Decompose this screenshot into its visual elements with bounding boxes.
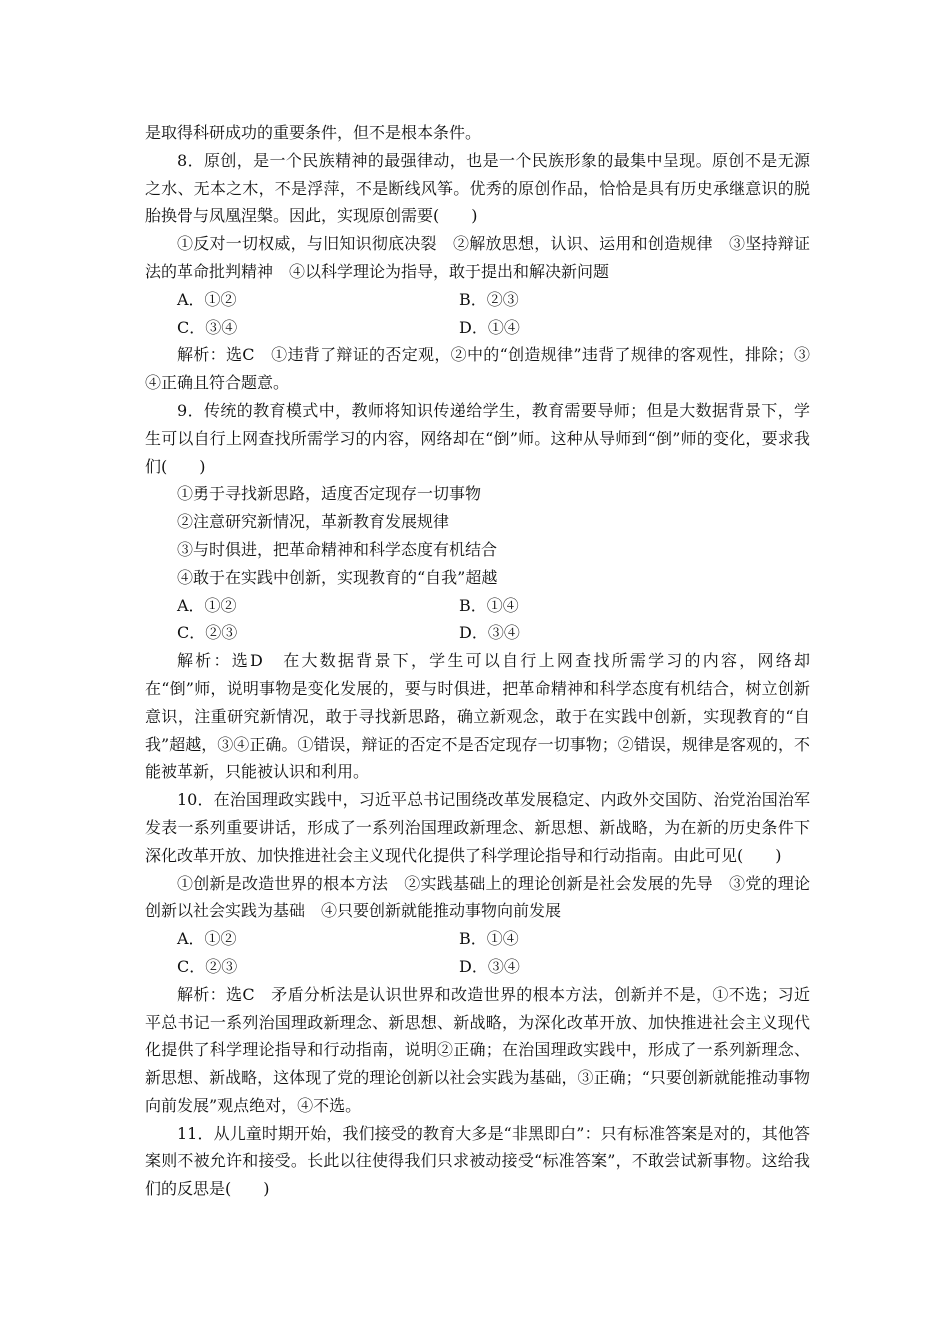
question-9-statement-2: ②注意研究新情况，革新教育发展规律 [177, 512, 450, 532]
question-10-option-b: B．①④ [459, 929, 519, 949]
question-9-option-a: A．①② [177, 595, 237, 615]
intro-line: 是取得科研成功的重要条件，但不是根本条件。 [145, 123, 482, 142]
question-9-option-d: D．③④ [459, 623, 520, 643]
question-10-option-c: C．②③ [177, 956, 238, 976]
question-10-option-d: D．③④ [459, 956, 520, 976]
question-8-options-row-2 [145, 314, 810, 342]
question-8-option-d: D．①④ [459, 317, 520, 337]
question-8-option-a: A．①② [177, 289, 237, 309]
document-body [145, 119, 810, 1203]
question-10-options-row-1 [145, 925, 810, 953]
question-8-options-row-1 [145, 286, 810, 314]
question-10-option-a: A．①② [177, 929, 237, 949]
question-9-stem: 9．传统的教育模式中，教师将知识传递给学生，教育需要导师；但是大数据背景下，学生可以自行上网查找所需学习的内容，网络却在“倒”师。这种从导师到“倒”师的变化，要求我们( ) [145, 400, 810, 476]
question-8-statements: ①反对一切权威，与旧知识彻底决裂 ②解放思想，认识、运用和创造规律 ③坚持辩证法的革命批判精神 ④以科学理论为指导，敢于提出和解决新问题 [145, 234, 810, 281]
question-9-statement-3: ③与时俱进，把革命精神和科学态度有机结合 [177, 539, 498, 559]
question-11-stem: 11．从儿童时期开始，我们接受的教育大多是“非黑即白”：只有标准答案是对的，其他答案则不被允许和接受。长此以往使得我们只求被动接受“标准答案”，不敢尝试新事物。这给我们的反思是( ) [145, 1123, 810, 1199]
question-8-analysis: 解析：选C ①违背了辩证的否定观，②中的“创造规律”违背了规律的客观性，排除；③④正确且符合题意。 [145, 345, 810, 393]
question-9-statement-4: ④敢于在实践中创新，实现教育的“自我”超越 [177, 567, 498, 587]
question-10-stem: 10．在治国理政实践中，习近平总书记围绕改革发展稳定、内政外交国防、治党治国治军发表一系列重要讲话，形成了一系列治国理政新理念、新思想、新战略，为在新的历史条件下深化改革开放、加快推进社会主义现代化提供了科学理论指导和行动指南。由此可见( ) [145, 790, 810, 865]
question-8-option-b: B．②③ [459, 289, 519, 309]
question-9-statement-1: ①勇于寻找新思路，适度否定现存一切事物 [177, 484, 482, 504]
question-9-options-row-2 [145, 619, 810, 647]
question-10-analysis: 解析：选C 矛盾分析法是认识世界和改造世界的根本方法，创新并不是，①不选；习近平总书记一系列治国理政新理念、新思想、新战略，为深化改革开放、加快推进社会主义现代化提供了科学理论指导和行动指南，说明②正确；在治国理政实践中，形成了一系列新理念、新思想、新战略，这体现了党的理论创新以社会实践为基础，③正确；“只要创新就能推动事物向前发展”观点绝对，④不选。 [145, 984, 810, 1115]
question-9-option-b: B．①④ [459, 595, 519, 615]
question-10-statements: ①创新是改造世界的根本方法 ②实践基础上的理论创新是社会发展的先导 ③党的理论创新以社会实践为基础 ④只要创新就能推动事物向前发展 [145, 873, 810, 921]
question-9-options-row-1 [145, 592, 810, 620]
question-8-stem: 8．原创，是一个民族精神的最强律动，也是一个民族形象的最集中呈现。原创不是无源之水、无本之木，不是浮萍，不是断线风筝。优秀的原创作品，恰恰是具有历史承继意识的脱胎换骨与凤凰涅槃。因此，实现原创需要( ) [145, 150, 810, 226]
question-8-option-c: C．③④ [177, 317, 238, 337]
question-10-options-row-2 [145, 953, 810, 981]
question-9-analysis: 解析：选D 在大数据背景下，学生可以自行上网查找所需学习的内容，网络却在“倒”师，说明事物是变化发展的，要与时俱进，把革命精神和科学态度有机结合，树立创新意识，注重研究新情况，敢于寻找新思路，确立新观念，敢于在实践中创新，实现教育的“自我”超越，③④正确。①错误，辩证的否定不是否定现存一切事物；②错误，规律是客观的，不能被革新，只能被认识和利用。 [145, 651, 810, 782]
question-9-option-c: C．②③ [177, 623, 238, 643]
